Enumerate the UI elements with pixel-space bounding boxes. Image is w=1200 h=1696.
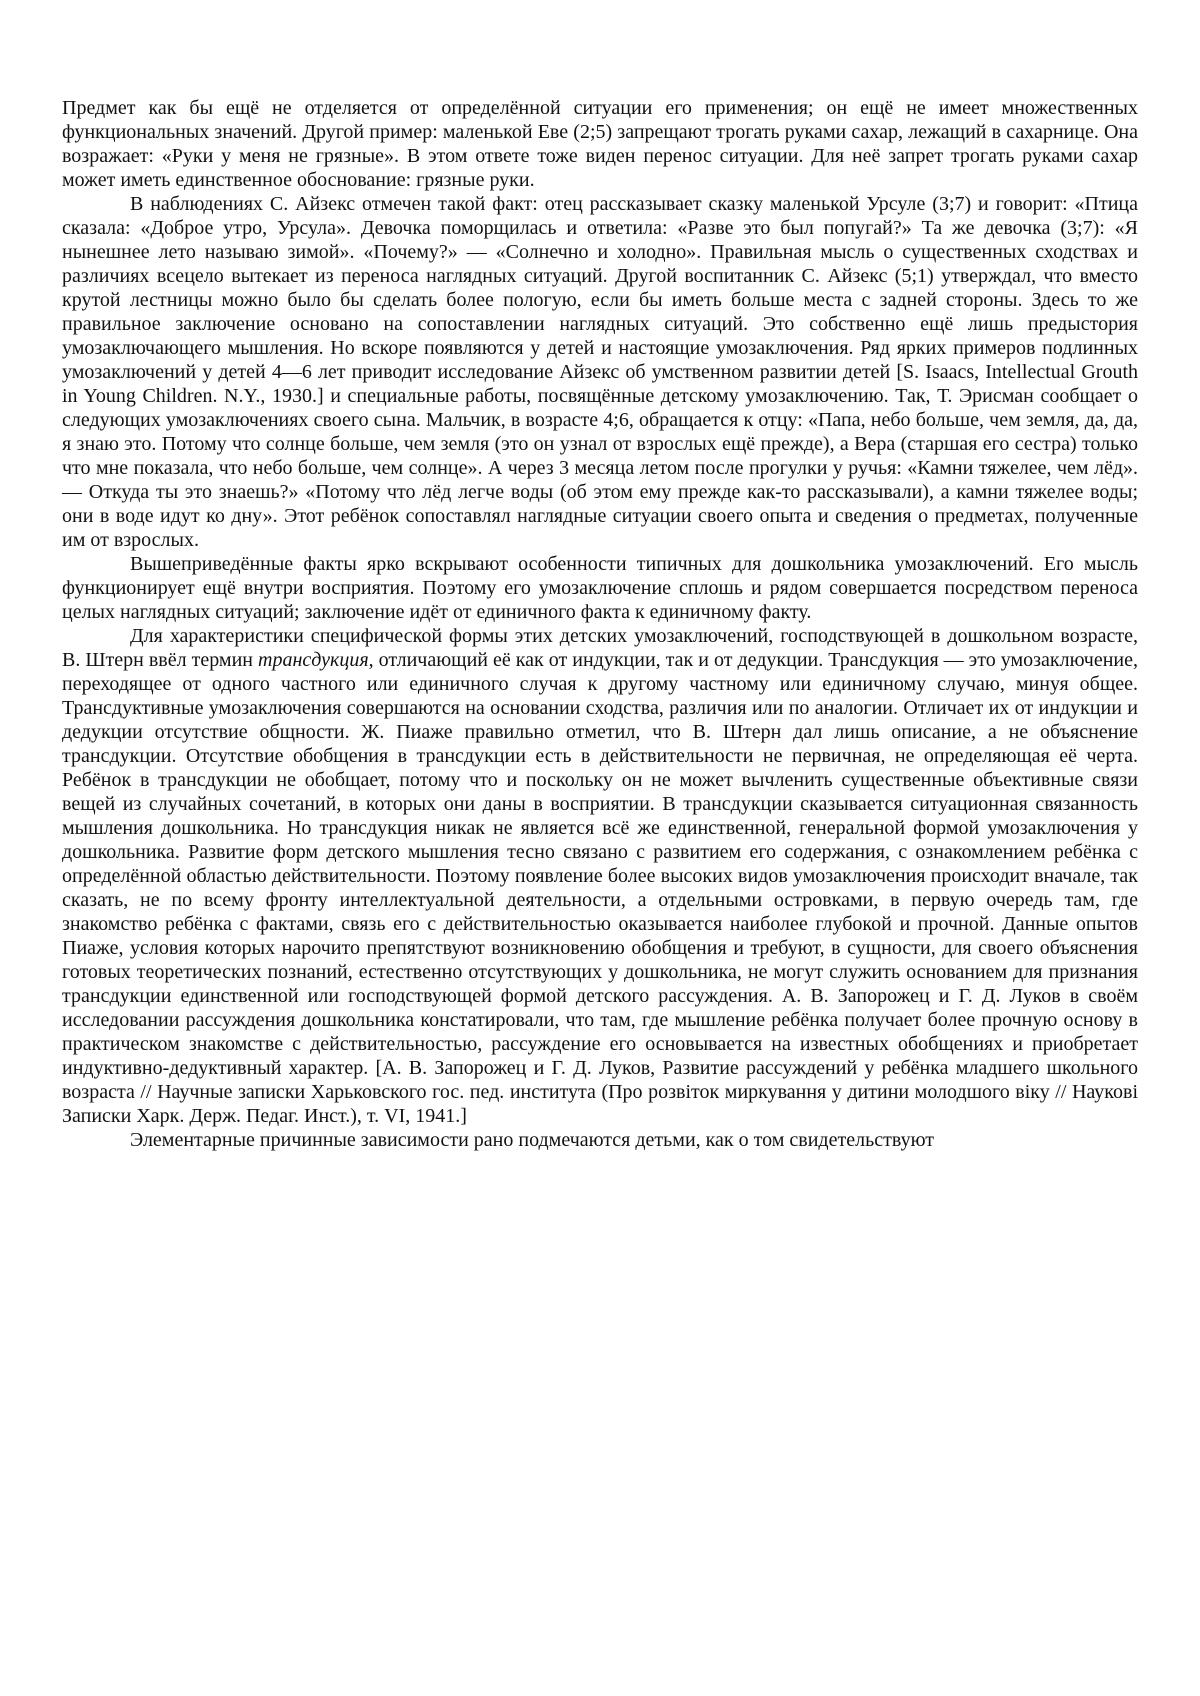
paragraph-5: Элементарные причинные зависимости рано подмечаются детьми, как о том свидетельствуют	[62, 1128, 1138, 1152]
italic-term-transduction: трансдукция	[258, 649, 369, 671]
paragraph-2: В наблюдениях С. Айзекс отмечен такой факт: отец рассказывает сказку маленькой Урсуле (3;7) и говорит: «Птица сказала: «Доброе утро, Урсула». Девочка поморщилась и ответила: «Разве это был попугай?» Та же девочка (3;7): «Я нынешнее лето называю зимой». «Почему?» — «Солнечно и холодно». Правильная мысль о существенных сходствах и различиях всецело вытекает из переноса наглядных ситуаций. Другой воспитанник С. Айзекс (5;1) утверждал, что вместо крутой лестницы можно было бы сделать более пологую, если бы иметь больше места с задней стороны. Здесь то же правильное заключение основано на сопоставлении наглядных ситуаций. Это собственно ещё лишь предыстория умозаключающего мышления. Но вскоре появляются у детей и настоящие умозаключения. Ряд ярких примеров подлинных умозаключений у детей 4—6 лет приводит исследование Айзекс об умственном развитии детей [S. Isaacs, Intellectual Grouth in Young Children. N.Y., 1930.] и специальные работы, посвящённые детскому умозаключению. Так, Т. Эрисман сообщает о следующих умозаключениях своего сына. Мальчик, в возрасте 4;6, обращается к отцу: «Папа, небо больше, чем земля, да, да, я знаю это. Потому что солнце больше, чем земля (это он узнал от взрослых ещё прежде), а Вера (старшая его сестра) только что мне показала, что небо больше, чем солнце». А через 3 месяца летом после прогулки у ручья: «Камни тяжелее, чем лёд». — Откуда ты это знаешь?» «Потому что лёд легче воды (об этом ему прежде как-то рассказывали), а камни тяжелее воды; они в воде идут ко дну». Этот ребёнок сопоставлял наглядные ситуации своего опыта и сведения о предметах, полученные им от взрослых.	[62, 192, 1138, 552]
paragraph-4	[62, 624, 1138, 1128]
document-page	[62, 96, 1138, 1152]
paragraph-1: Предмет как бы ещё не отделяется от определённой ситуации его применения; он ещё не имеет множественных функциональных значений. Другой пример: маленькой Еве (2;5) запрещают трогать руками сахар, лежащий в сахарнице. Она возражает: «Руки у меня не грязные». В этом ответе тоже виден перенос ситуации. Для неё запрет трогать руками сахар может иметь единственное обоснование: грязные руки.	[62, 96, 1138, 192]
paragraph-3: Вышеприведённые факты ярко вскрывают особенности типичных для дошкольника умозаключений. Его мысль функционирует ещё внутри восприятия. Поэтому его умозаключение сплошь и рядом совершается посредством переноса целых наглядных ситуаций; заключение идёт от единичного факта к единичному факту.	[62, 552, 1138, 624]
paragraph-4-text-after: , отличающий её как от индукции, так и от дедукции. Трансдукция — это умозаключение, переходящее от одного частного или единичного случая к другому частному или единичному случаю, минуя общее. Трансдуктивные умозаключения совершаются на основании сходства, различия или по аналогии. Отличает их от индукции и дедукции отсутствие общности. Ж. Пиаже правильно отметил, что В. Штерн дал лишь описание, а не объяснение трансдукции. Отсутствие обобщения в трансдукции есть в действительности не первичная, не определяющая её черта. Ребёнок в трансдукции не обобщает, потому что и поскольку он не может вычленить существенные объективные связи вещей из случайных сочетаний, в которых они даны в восприятии. В трансдукции сказывается ситуационная связанность мышления дошкольника. Но трансдукция никак не является всё же единственной, генеральной формой умозаключения у дошкольника. Развитие форм детского мышления тесно связано с развитием его содержания, с ознакомлением ребёнка с определённой областью действительности. Поэтому появление более высоких видов умозаключения происходит вначале, так сказать, не по всему фронту интеллектуальной деятельности, а отдельными островками, в первую очередь там, где знакомство ребёнка с фактами, связь его с действительностью оказывается наиболее глубокой и прочной. Данные опытов Пиаже, условия которых нарочито препятствуют возникновению обобщения и требуют, в сущности, для своего объяснения готовых теоретических познаний, естественно отсутствующих у дошкольника, не могут служить основанием для признания трансдукции единственной или господствующей формой детского рассуждения. А. В. Запорожец и Г. Д. Луков в своём исследовании рассуждения дошкольника констатировали, что там, где мышление ребёнка получает более прочную основу в практическом знакомстве с действительностью, рассуждение его основывается на известных обобщениях и приобретает индуктивно-дедуктивный характер. [А. В. Запорожец и Г. Д. Луков, Развитие рассуждений у ребёнка младшего школьного возраста // Научные записки Харьковского гос. пед. института (Про розвiток миркування у дитини молодшого вiку // Науковi Записки Харк. Держ. Педаг. Инст.), т. VI, 1941.]	[62, 649, 1138, 1127]
paragraph-4-text-before: Для характеристики специфической формы этих детских умозаключений, господствующей в дошкольном возрасте, В. Штерн ввёл термин	[62, 625, 1138, 671]
